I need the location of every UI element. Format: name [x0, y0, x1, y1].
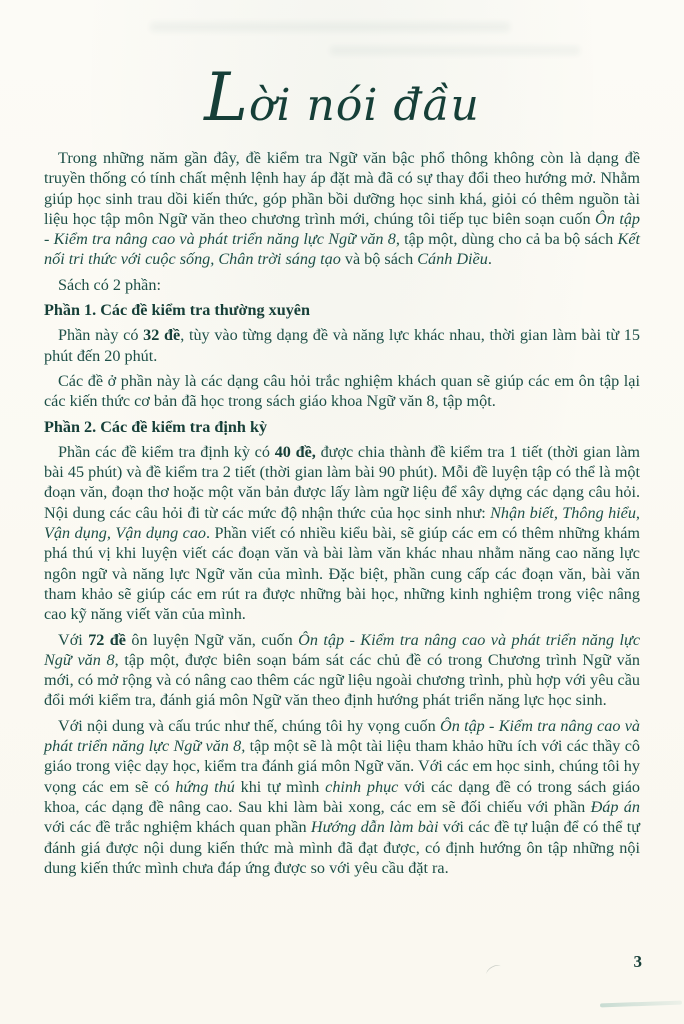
text-run: Đáp án: [590, 797, 640, 816]
text-run: Phần này có: [58, 326, 144, 345]
text-run: Với nội dung và cấu trúc như thế, chúng tôi hy vọng cuốn: [58, 716, 440, 735]
text-run: khi tự mình: [234, 777, 326, 796]
text-run: Ôn tập - Kiểm tra nâng cao và phát triển năng lực Ngữ văn 8: [44, 630, 641, 669]
text-run: Ôn tập - Kiểm tra nâng cao và phát triển năng lực Ngữ văn 8: [44, 209, 641, 249]
page-number: 3: [633, 952, 642, 971]
text-run: Kết nối tri thức với cuộc sống, Chân trời sáng tạo: [44, 230, 640, 269]
paragraph: [44, 148, 640, 270]
paragraph: [44, 275, 640, 295]
paragraph: [44, 716, 640, 878]
text-run: Phần 2. Các đề kiểm tra định kỳ: [44, 417, 268, 436]
text-run: Ôn tập - Kiểm tra nâng cao và phát triển năng lực Ngữ văn 8,: [44, 716, 640, 756]
ink-smudge: [600, 1001, 682, 1008]
text-run: Phần 1. Các đề kiểm tra thường xuyên: [44, 301, 310, 320]
bleed-through-artifact: [150, 22, 510, 32]
text-run: và bộ sách: [340, 250, 418, 269]
text-run: được chia thành đề kiểm tra 1 tiết (thời gian làm bài 45 phút) và đề kiểm tra 2 tiết (thời gian làm bài 90 phút). Mỗi đề luyện tập có thể là một đoạn văn, đoạn thơ hoặc một văn bản được lấy làm ngữ liệu để xây dựng các dạng câu hỏi. Nội dung các câu hỏi đi từ các mức độ nhận thức của học sinh như:: [44, 442, 641, 522]
text-run: Sách có 2 phần:: [58, 275, 161, 294]
text-run: tập một sẽ là một tài liệu tham khảo hữu ích với các thầy cô giáo trong việc dạy học, kiểm tra đánh giá môn Ngữ văn. Với các em học sinh, chúng tôi hy vọng các em sẽ có: [44, 737, 640, 796]
text-run: , tùy vào từng dạng đề và năng lực khác nhau, thời gian làm bài từ 15 phút đến 20 phút.: [44, 326, 640, 365]
text-run: với các dạng đề có trong sách giáo khoa, các dạng đề nâng cao. Sau khi làm bài xong, các em sẽ đối chiếu với phần: [44, 777, 641, 816]
section-heading: [44, 300, 640, 320]
pencil-mark: [485, 963, 503, 978]
text-run: với các đề tự luận để có thể tự đánh giá được nội dung kiến thức mà mình đã đạt được, có định hướng ôn tập những nội dung kiến thức mình chưa đáp ứng được so với yêu cầu đặt ra.: [44, 818, 641, 877]
text-run: với các đề trắc nghiệm khách quan phần: [44, 818, 311, 837]
text-run: Hướng dẫn làm bài: [310, 818, 439, 837]
text-run: .: [487, 250, 492, 269]
text-run: . Phần viết có nhiều kiểu bài, sẽ giúp các em có thêm những khám phá thú vị khi luyện viết các đoạn văn và bài làm văn khác nhau nhằm năng cao năng lực ngôn ngữ và năng lực Ngữ văn của mình. Đặc biệt, phần cung cấp các đoạn văn, bài văn tham khảo sẽ giúp các em rút ra được những bài học, những kinh nghiệm trong việc nâng cao kỹ năng viết văn của mình.: [44, 524, 640, 624]
text-run: 32 đề: [143, 326, 181, 345]
paragraph: [44, 442, 640, 625]
section-heading: [44, 417, 640, 437]
bleed-through-artifact: [330, 46, 580, 55]
text-run: ôn luyện Ngữ văn, cuốn: [126, 630, 299, 649]
text-run: chinh phục: [325, 777, 399, 796]
text-run: 72 đề: [88, 630, 126, 649]
page-title: Lời nói đầu: [204, 59, 480, 136]
text-run: , tập một, được biên soạn bám sát các chủ đề có trong Chương trình Ngữ văn mới, có mở rộng và có nâng cao thêm các ngữ liệu ngoài chương trình, phù hợp với yêu cầu đổi mới kiểm tra, đánh giá môn Ngữ văn theo định hướng phát triển năng lực học sinh.: [44, 650, 641, 710]
text-run: Cánh Diều: [417, 250, 488, 269]
text-run: Nhận biết, Thông hiểu, Vận dụng, Vận dụng cao: [44, 503, 640, 543]
text-run: Trong những năm gần đây, đề kiểm tra Ngữ văn bậc phổ thông không còn là dạng đề truyền thống có tính chất mệnh lệnh hay áp đặt mà đã có sự thay đổi theo hướng mở. Nhằm giúp học sinh trau dồi kiến thức, góp phần bồi dưỡng học sinh khá, giỏi có thêm nguồn tài liệu học tập môn Ngữ văn theo chương trình mới, chúng tôi tiếp tục biên soạn cuốn: [44, 149, 640, 228]
paragraph: [44, 325, 640, 366]
text-run: hứng thú: [175, 777, 235, 796]
page-content: [44, 148, 640, 883]
text-run: , tập một, dùng cho cả ba bộ sách: [395, 230, 618, 249]
paragraph: [44, 371, 640, 412]
paragraph: [44, 630, 640, 711]
text-run: 40 đề,: [274, 442, 316, 461]
text-run: Các đề ở phần này là các dạng câu hỏi trắc nghiệm khách quan sẽ giúp các em ôn tập lại các kiến thức cơ bản đã học trong sách giáo khoa Ngữ văn 8, tập một.: [44, 371, 640, 411]
text-run: Với: [58, 630, 89, 649]
text-run: Phần các đề kiểm tra định kỳ có: [58, 442, 275, 461]
